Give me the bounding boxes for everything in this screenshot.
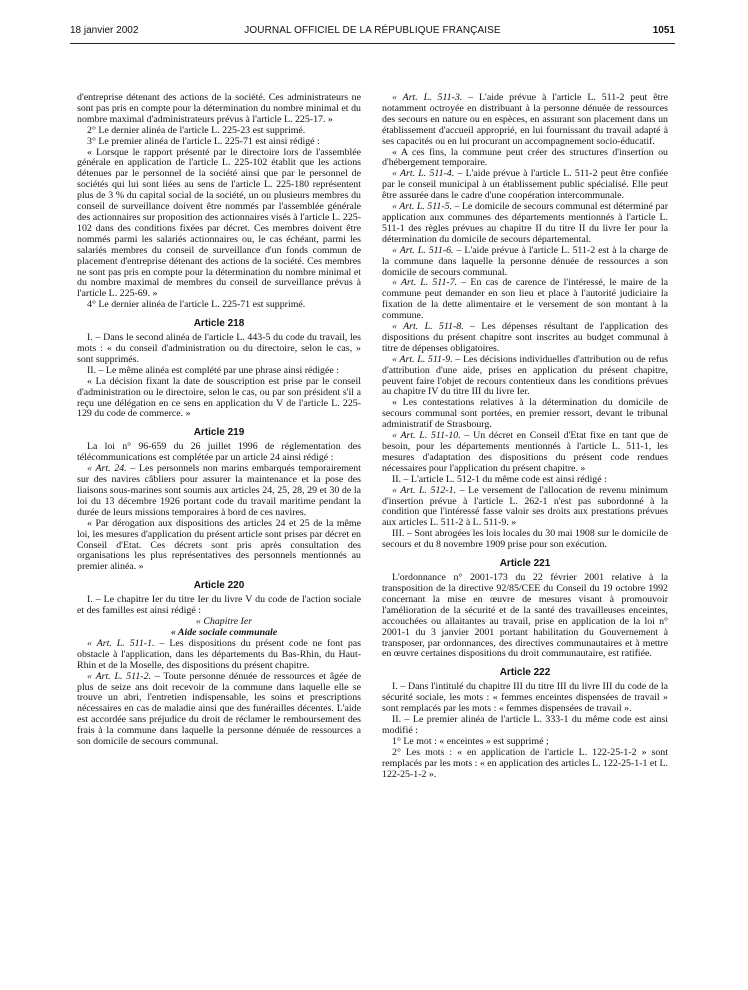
paragraph: « Art. L. 511-10. – Un décret en Conseil d'Etat fixe en tant que de besoin, pour les départements mentionnés à l'article L. 511-1, les mesures d'adaptation des dispositions du présent code rendues nécessaires pour l'application du présent chapitre. » xyxy=(382,430,668,474)
article-heading-221: Article 221 xyxy=(499,558,551,570)
article-ref: « Art. L. 511-5. xyxy=(392,201,453,213)
paragraph: 3° Le premier alinéa de l'article L. 225-71 est ainsi rédigé : xyxy=(87,135,320,147)
page-number: 1051 xyxy=(652,25,675,36)
paragraph: II. – Le même alinéa est complété par une phrase ainsi rédigée : xyxy=(87,364,339,376)
article-heading-219: Article 219 xyxy=(193,427,245,439)
article-ref: « Art. L. 511-9. xyxy=(392,353,453,365)
article-ref: « Art. L. 511-3. xyxy=(392,92,463,103)
paragraph: « Par dérogation aux dispositions des articles 24 et 25 de la même loi, les mesures d'application du présent article sont prises par décret en Conseil d'Etat. Ces décrets sont pris après consultation des organisations les plus représentatives des personnels mentionnés au premier alinéa. » xyxy=(77,517,361,573)
paragraph: « Art. 24. – Les personnels non marins embarqués temporairement sur des navires câbliers pour assurer la maintenance et la pose des liaisons sous-marines sont soumis aux articles 24, 25, 28, 29 et 30 de la loi du 13 décembre 1926 portant code du travail maritime pendant la durée de leurs missions temporaires à bord de ces navires. xyxy=(77,463,361,518)
paragraph: « Art. L. 511-5. – Le domicile de secours communal est déterminé par application aux communes des départements mentionnés à l'article L. 511-1 des règles prévues au chapitre II du titre II du livre Ier pour la détermination du domicile de secours départemental. xyxy=(382,201,668,245)
paragraph: L'ordonnance n° 2001-173 du 22 février 2001 relative à la transposition de la directive 92/85/CEE du Conseil du 19 octobre 1992 concernant la mise en œuvre de mesures visant à promouvoir l'amélioration de la sécurité et de la santé des travailleuses enceintes, accouchées ou allaitantes au travail, prise en application de la loi n° 2001-1 du 3 janvier 2001 portant habilitation du Gouvernement à transposer, par ordonnances, des directives communautaires et à mettre en œuvre certaines dispositions du droit communautaire, est ratifiée. xyxy=(382,572,668,660)
paragraph: « Art. L. 511-3. – L'aide prévue à l'article L. 511-2 peut être notamment octroyée en distribuant à la personne dénuée de ressources des secours en nature ou en espèces, en assurant son placement dans un établissement d'accueil approprié, en lui fournissant du travail adapté à ses capacités ou en lui procurant un accompagnement socio-éducatif. xyxy=(382,92,668,147)
paragraph: La loi n° 96-659 du 26 juillet 1996 de réglementation des télécommunications est complétée par un article 24 ainsi rédigé : xyxy=(77,441,361,464)
paragraph: d'entreprise détenant des actions de la société. Ces administrateurs ne sont pas pris en compte pour la détermination du nombre minimal et du nombre maximal d'administrateurs prévus à l'article L. 225-17. » xyxy=(77,92,361,125)
paragraph: 4° Le dernier alinéa de l'article L. 225-71 est supprimé. xyxy=(87,299,306,311)
paragraph: « A ces fins, la commune peut créer des structures d'insertion ou d'hébergement temporaire. xyxy=(382,146,668,169)
paragraph: « Lorsque le rapport présenté par le directoire lors de l'assemblée générale en application de l'article L. 225-102 établit que les actions détenues par le personnel de la société ainsi que par le personnel de sociétés qui lui sont liées au sens de l'article L. 225-180 représentent plus de 3 % du capital social de la société, un ou plusieurs membres du conseil de surveillance doivent être nommés par l'assemblée générale des actionnaires sur proposition des actionnaires visés à l'article L. 225-102 dans des conditions fixées par décret. Ces membres doivent être nommés parmi les salariés actionnaires ou, le cas échéant, parmi les salariés membres du conseil de surveillance d'un fonds commun de placement d'entreprise détenant des actions de la société. Ces membres ne sont pas pris en compte pour la détermination du nombre minimal et du nombre maximal de membres du conseil de surveillance prévus à l'article L. 225-69. » xyxy=(77,146,361,300)
article-ref: « Art. L. 511-7. xyxy=(392,277,458,289)
article-heading-222: Article 222 xyxy=(499,667,551,679)
paragraph: 2° Les mots : « en application de l'article L. 122-25-1-2 » sont remplacés par les mots : « en application des articles L. 122-25-1-1 et L. 122-25-1-2 ». xyxy=(382,746,669,780)
article-ref: « Art. 24. xyxy=(87,463,127,475)
article-ref: « Art. L. 512-1. xyxy=(392,484,457,496)
article-ref: « Art. L. 511-8. xyxy=(392,321,464,333)
page-header xyxy=(70,25,675,41)
header-rule xyxy=(70,43,675,44)
paragraph: « Art. L. 511-4. – L'aide prévue à l'article L. 511-2 peut être confiée par le conseil municipal à un établissement public spécialisé. Elle peut être assurée dans le cadre d'une coopération intercommunale. xyxy=(382,168,668,202)
paragraph: « Art. L. 511-2. – Toute personne dénuée de ressources et âgée de plus de seize ans doit recevoir de la commune dans laquelle elle se trouve un abri, l'entretien indispensable, les soins et prescriptions nécessaires en cas de maladie ainsi que des funérailles décentes. L'aide est accordée sans préjudice du droit de réclamer le remboursement des frais à la commune dans laquelle la personne dénuée de ressources a son domicile de secours communal. xyxy=(77,670,361,748)
left-column xyxy=(77,93,361,748)
paragraph: III. – Sont abrogées les lois locales du 30 mai 1908 sur le domicile de secours et du 8 novembre 1909 prise pour son exécution. xyxy=(382,528,668,551)
right-column xyxy=(382,93,668,780)
paragraph: « Art. L. 512-1. – Le versement de l'allocation de revenu minimum d'insertion prévue à l'article L. 262-1 n'est pas subordonné à la condition que l'intéressé fasse valoir ses droits aux prestations prévues aux articles L. 511-2 à L. 511-9. » xyxy=(382,484,668,529)
section-heading: « Aide sociale communale xyxy=(170,626,278,638)
paragraph: « Art. L. 511-8. – Les dépenses résultant de l'application des dispositions du présent chapitre sont inscrites au budget communal à titre de dépenses obligatoires. xyxy=(382,321,668,354)
article-ref: « Art. L. 511-2. xyxy=(87,670,152,682)
issue-date: 18 janvier 2002 xyxy=(70,25,139,36)
paragraph: « Art. L. 511-9. – Les décisions individuelles d'attribution ou de refus d'attribution d'une aide, prises en application du présent chapitre, peuvent faire l'objet de recours contentieux dans les conditions prévues au chapitre IV du titre III du livre Ier. xyxy=(382,353,668,398)
paragraph: « Les contestations relatives à la détermination du domicile de secours communal sont portées, en premier ressort, devant le tribunal administratif de Strasbourg. xyxy=(382,397,668,431)
paragraph: II. – Le premier alinéa de l'article L. 333-1 du même code est ainsi modifié : xyxy=(382,714,668,736)
article-ref: « Art. L. 511-1. xyxy=(87,637,155,649)
article-ref: « Art. L. 511-6. xyxy=(392,244,454,256)
paragraph: « Art. L. 511-1. – Les dispositions du présent code ne font pas obstacle à l'application, dans les départements du Bas-Rhin, du Haut-Rhin et de la Moselle, des dispositions du présent chapitre. xyxy=(77,637,361,671)
paragraph: I. – Dans le second alinéa de l'article L. 443-5 du code du travail, les mots : « du conseil d'administration ou du directoire, selon le cas, » sont supprimés. xyxy=(77,332,361,365)
journal-title: JOURNAL OFFICIEL DE LA RÉPUBLIQUE FRANÇAISE xyxy=(244,25,501,36)
chapter-heading: « Chapitre Ier xyxy=(195,616,253,628)
paragraph: I. – Le chapitre Ier du titre Ier du livre V du code de l'action sociale et des familles est ainsi rédigé : xyxy=(77,594,361,617)
paragraph: « Art. L. 511-6. – L'aide prévue à l'article L. 511-2 est à la charge de la commune dans laquelle la personne dénuée de ressources a son domicile de secours communal. xyxy=(382,244,668,278)
paragraph: « Art. L. 511-7. – En cas de carence de l'intéressé, le maire de la commune peut demander en son lieu et place à l'autorité judiciaire la fixation de la dette alimentaire et le versement de son montant à la commune. xyxy=(382,277,668,322)
paragraph: I. – Dans l'intitulé du chapitre III du titre III du livre III du code de la sécurité sociale, les mots : « femmes enceintes dispensées de travail » sont remplacés par les mots : « femmes dispensées de travail ». xyxy=(382,681,668,715)
paragraph: 2° Le dernier alinéa de l'article L. 225-23 est supprimé. xyxy=(87,124,306,136)
article-ref: « Art. L. 511-10. xyxy=(392,430,461,442)
article-ref: « Art. L. 511-4. xyxy=(392,168,455,180)
paragraph: « La décision fixant la date de souscription est prise par le conseil d'administration ou le directoire, selon le cas, ou par son président s'il a reçu une délégation en ce sens en application du V de l'article L. 225-129 du code de commerce. » xyxy=(77,375,361,420)
article-heading-220: Article 220 xyxy=(193,580,245,592)
paragraph: II. – L'article L. 512-1 du même code est ainsi rédigé : xyxy=(392,473,607,485)
article-heading-218: Article 218 xyxy=(193,318,245,330)
paragraph: 1° Le mot : « enceintes » est supprimé ; xyxy=(392,735,549,747)
